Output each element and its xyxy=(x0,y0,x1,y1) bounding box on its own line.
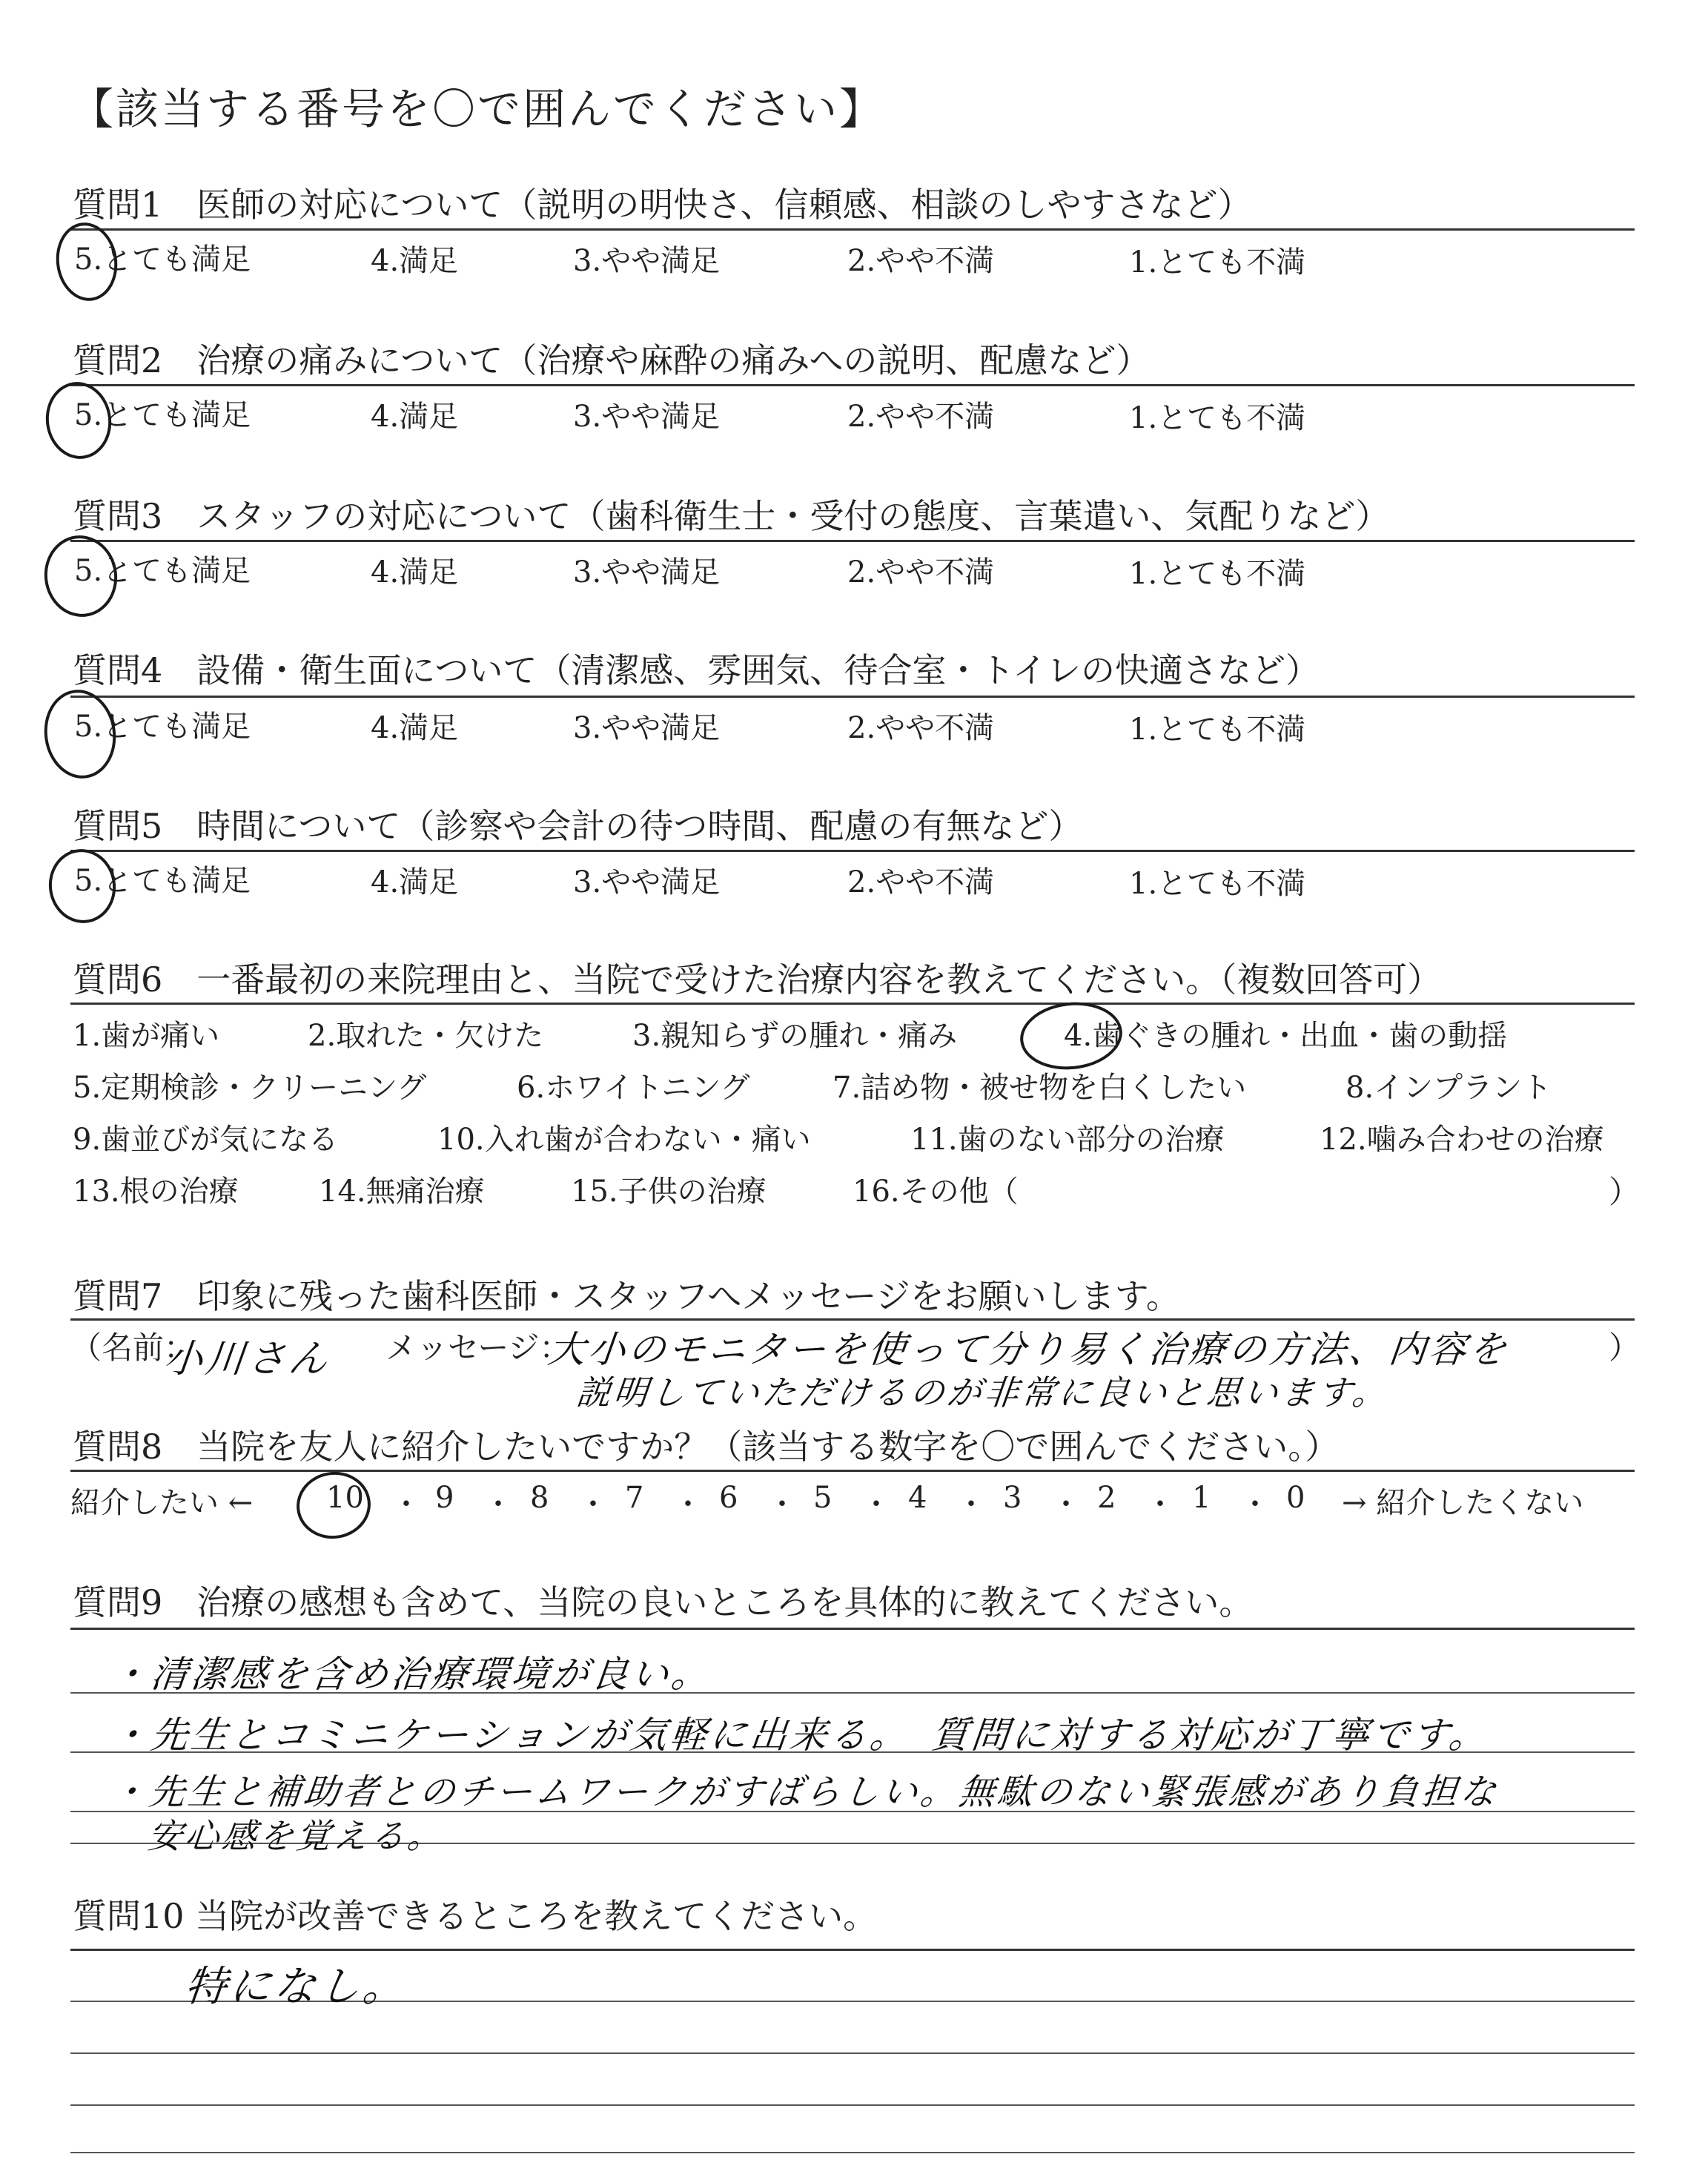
q1-rule xyxy=(70,228,1635,231)
q10-line-rule xyxy=(70,2052,1635,2054)
q4-option-1[interactable]: 1.とても不満 xyxy=(1129,713,1306,747)
q8-right-label: → 紹介したくない xyxy=(1342,1486,1584,1520)
q6-reason-7[interactable]: 7.詰め物・被せ物を白くしたい xyxy=(833,1071,1247,1105)
q9-answer-line-1[interactable]: ・清潔感を含め治療環境が良い。 xyxy=(108,1653,714,1696)
q8-scale-3[interactable]: 3 xyxy=(1003,1481,1022,1515)
q6-reason-5[interactable]: 5.定期検診・クリーニング xyxy=(73,1071,427,1105)
q6-reason-6[interactable]: 6.ホワイトニング xyxy=(517,1071,750,1105)
q1-option-1[interactable]: 1.とても不満 xyxy=(1129,245,1306,280)
q6-reason-8[interactable]: 8.インプラント xyxy=(1345,1071,1552,1105)
q6-reason-3[interactable]: 3.親知らずの腫れ・痛み xyxy=(632,1019,958,1053)
q3-option-5[interactable]: 5.とても満足 xyxy=(74,554,251,588)
page-heading: 【該当する番号を〇で囲んでください】 xyxy=(70,84,885,134)
q5-title: 質問5 時間について（診察や会計の待つ時間、配慮の有無など） xyxy=(73,806,1083,846)
q1-selection-circle xyxy=(51,219,122,305)
q2-option-2[interactable]: 2.やや不満 xyxy=(847,400,995,434)
q5-option-5[interactable]: 5.とても満足 xyxy=(74,864,251,898)
q2-option-3[interactable]: 3.やや満足 xyxy=(573,400,721,434)
q2-option-1[interactable]: 1.とても不満 xyxy=(1129,401,1306,435)
q7-message-line-2[interactable]: 説明していただけるのが非常に良いと思います。 xyxy=(574,1373,1391,1413)
q1-option-2[interactable]: 2.やや不満 xyxy=(847,244,995,278)
q5-option-3[interactable]: 3.やや満足 xyxy=(573,865,721,899)
q6-reason-13[interactable]: 13.根の治療 xyxy=(73,1175,239,1209)
q1-option-4[interactable]: 4.満足 xyxy=(371,244,459,278)
q4-option-5[interactable]: 5.とても満足 xyxy=(74,710,251,744)
q6-rule xyxy=(70,1003,1635,1005)
q3-selection-circle xyxy=(39,531,122,622)
q5-option-4[interactable]: 4.満足 xyxy=(371,865,459,899)
q6-reason-9[interactable]: 9.歯並びが気になる xyxy=(73,1123,339,1157)
q10-rule xyxy=(70,1949,1635,1951)
q6-reason-1[interactable]: 1.歯が痛い xyxy=(73,1019,220,1053)
q6-reason-12[interactable]: 12.噛み合わせの治療 xyxy=(1320,1123,1604,1157)
q6-other-close: ） xyxy=(1609,1174,1641,1210)
q8-scale-4[interactable]: 4 xyxy=(908,1481,927,1515)
q7-name-value[interactable]: 小川さん xyxy=(162,1337,333,1381)
q8-dot: ・ xyxy=(1051,1487,1081,1522)
q8-title: 質問8 当院を友人に紹介したいですか？（該当する数字を〇で囲んでください。） xyxy=(73,1427,1340,1467)
q8-scale-5[interactable]: 5 xyxy=(813,1481,833,1515)
q8-scale-1[interactable]: 1 xyxy=(1192,1481,1211,1515)
q4-option-2[interactable]: 2.やや不満 xyxy=(847,711,995,745)
q6-reason-15[interactable]: 15.子供の治療 xyxy=(571,1175,767,1209)
q8-selection-circle xyxy=(292,1467,375,1543)
q10-title: 質問10 当院が改善できるところを教えてください。 xyxy=(73,1896,878,1936)
q8-dot: ・ xyxy=(578,1487,608,1522)
q1-option-5[interactable]: 5.とても満足 xyxy=(74,242,251,277)
q6-reason-11[interactable]: 11.歯のない部分の治療 xyxy=(910,1123,1225,1157)
q6-reason-16[interactable]: 16.その他（ xyxy=(853,1175,1019,1209)
q8-dot: ・ xyxy=(1145,1487,1175,1522)
q8-dot: ・ xyxy=(767,1487,797,1522)
q8-left-label: 紹介したい ← xyxy=(70,1486,254,1520)
q2-title: 質問2 治療の痛みについて（治療や麻酔の痛みへの説明、配慮など） xyxy=(73,340,1151,380)
q8-scale-6[interactable]: 6 xyxy=(719,1481,738,1515)
q2-rule xyxy=(70,384,1635,386)
q8-scale-10[interactable]: 10 xyxy=(326,1481,364,1515)
q6-reason-2[interactable]: 2.取れた・欠けた xyxy=(308,1019,544,1053)
q8-dot: ・ xyxy=(483,1487,513,1522)
q8-rule xyxy=(70,1470,1635,1472)
q7-message-line-1[interactable]: 大小のモニターを使って分り易く治療の方法、内容を xyxy=(546,1328,1512,1371)
q6-title: 質問6 一番最初の来院理由と、当院で受けた治療内容を教えてください。（複数回答可） xyxy=(73,960,1442,1000)
q4-title: 質問4 設備・衛生面について（清潔感、雰囲気、待合室・トイレの快適さなど） xyxy=(73,650,1320,690)
q3-option-1[interactable]: 1.とても不満 xyxy=(1129,557,1306,591)
q6-reason-10[interactable]: 10.入れ歯が合わない・痛い xyxy=(437,1123,811,1157)
q5-rule xyxy=(70,850,1635,852)
q8-dot: ・ xyxy=(861,1487,891,1522)
q2-selection-circle xyxy=(41,377,116,463)
q7-title: 質問7 印象に残った歯科医師・スタッフへメッセージをお願いします。 xyxy=(73,1276,1180,1316)
q3-option-2[interactable]: 2.やや不満 xyxy=(847,555,995,589)
q9-rule xyxy=(70,1628,1635,1630)
q4-rule xyxy=(70,696,1635,698)
q8-dot: ・ xyxy=(391,1487,421,1522)
q10-line-rule xyxy=(70,2152,1635,2153)
q1-option-3[interactable]: 3.やや満足 xyxy=(573,244,721,278)
q7-message-label: メッセージ： xyxy=(385,1330,571,1366)
q8-dot: ・ xyxy=(673,1487,703,1522)
q7-name-label: （名前： xyxy=(70,1330,196,1366)
q9-answer-line-2[interactable]: ・先生とコミニケーションが気軽に出来る。 質問に対する対応が丁寧です。 xyxy=(108,1714,1492,1757)
q8-scale-0[interactable]: 0 xyxy=(1286,1481,1305,1515)
q8-scale-7[interactable]: 7 xyxy=(625,1481,644,1515)
q6-reason-14[interactable]: 14.無痛治療 xyxy=(319,1175,485,1209)
q4-selection-circle xyxy=(39,685,122,783)
q10-line-rule xyxy=(70,2104,1635,2106)
q8-dot: ・ xyxy=(1240,1487,1270,1522)
q5-option-2[interactable]: 2.やや不満 xyxy=(847,865,995,899)
q10-answer[interactable]: 特になし。 xyxy=(182,1963,410,2011)
q9-title: 質問9 治療の感想も含めて、当院の良いところを具体的に教えてください。 xyxy=(73,1582,1254,1622)
q7-close: ） xyxy=(1609,1330,1641,1366)
q5-option-1[interactable]: 1.とても不満 xyxy=(1129,867,1306,901)
q3-title: 質問3 スタッフの対応について（歯科衛生士・受付の態度、言葉遣い、気配りなど） xyxy=(73,496,1390,536)
q9-answer-line-4[interactable]: 安心感を覚える。 xyxy=(108,1816,447,1856)
q8-scale-8[interactable]: 8 xyxy=(530,1481,549,1515)
q2-option-4[interactable]: 4.満足 xyxy=(371,400,459,434)
q4-option-4[interactable]: 4.満足 xyxy=(371,711,459,745)
q3-option-3[interactable]: 3.やや満足 xyxy=(573,555,721,589)
q1-title: 質問1 医師の対応について（説明の明快さ、信頼感、相談のしやすさなど） xyxy=(73,185,1252,225)
q2-option-5[interactable]: 5.とても満足 xyxy=(74,398,251,432)
q8-scale-9[interactable]: 9 xyxy=(435,1481,454,1515)
q8-scale-2[interactable]: 2 xyxy=(1097,1481,1116,1515)
q8-dot: ・ xyxy=(956,1487,986,1522)
q3-rule xyxy=(70,540,1635,542)
q6-reason-4[interactable]: 4.歯ぐきの腫れ・出血・歯の動揺 xyxy=(1064,1019,1508,1053)
q6-selection-circle xyxy=(1017,997,1126,1074)
q3-option-4[interactable]: 4.満足 xyxy=(371,555,459,589)
q4-option-3[interactable]: 3.やや満足 xyxy=(573,711,721,745)
q9-answer-line-3[interactable]: ・先生と補助者とのチームワークがすばらしい。無駄のない緊張感があり負担な xyxy=(108,1771,1501,1813)
